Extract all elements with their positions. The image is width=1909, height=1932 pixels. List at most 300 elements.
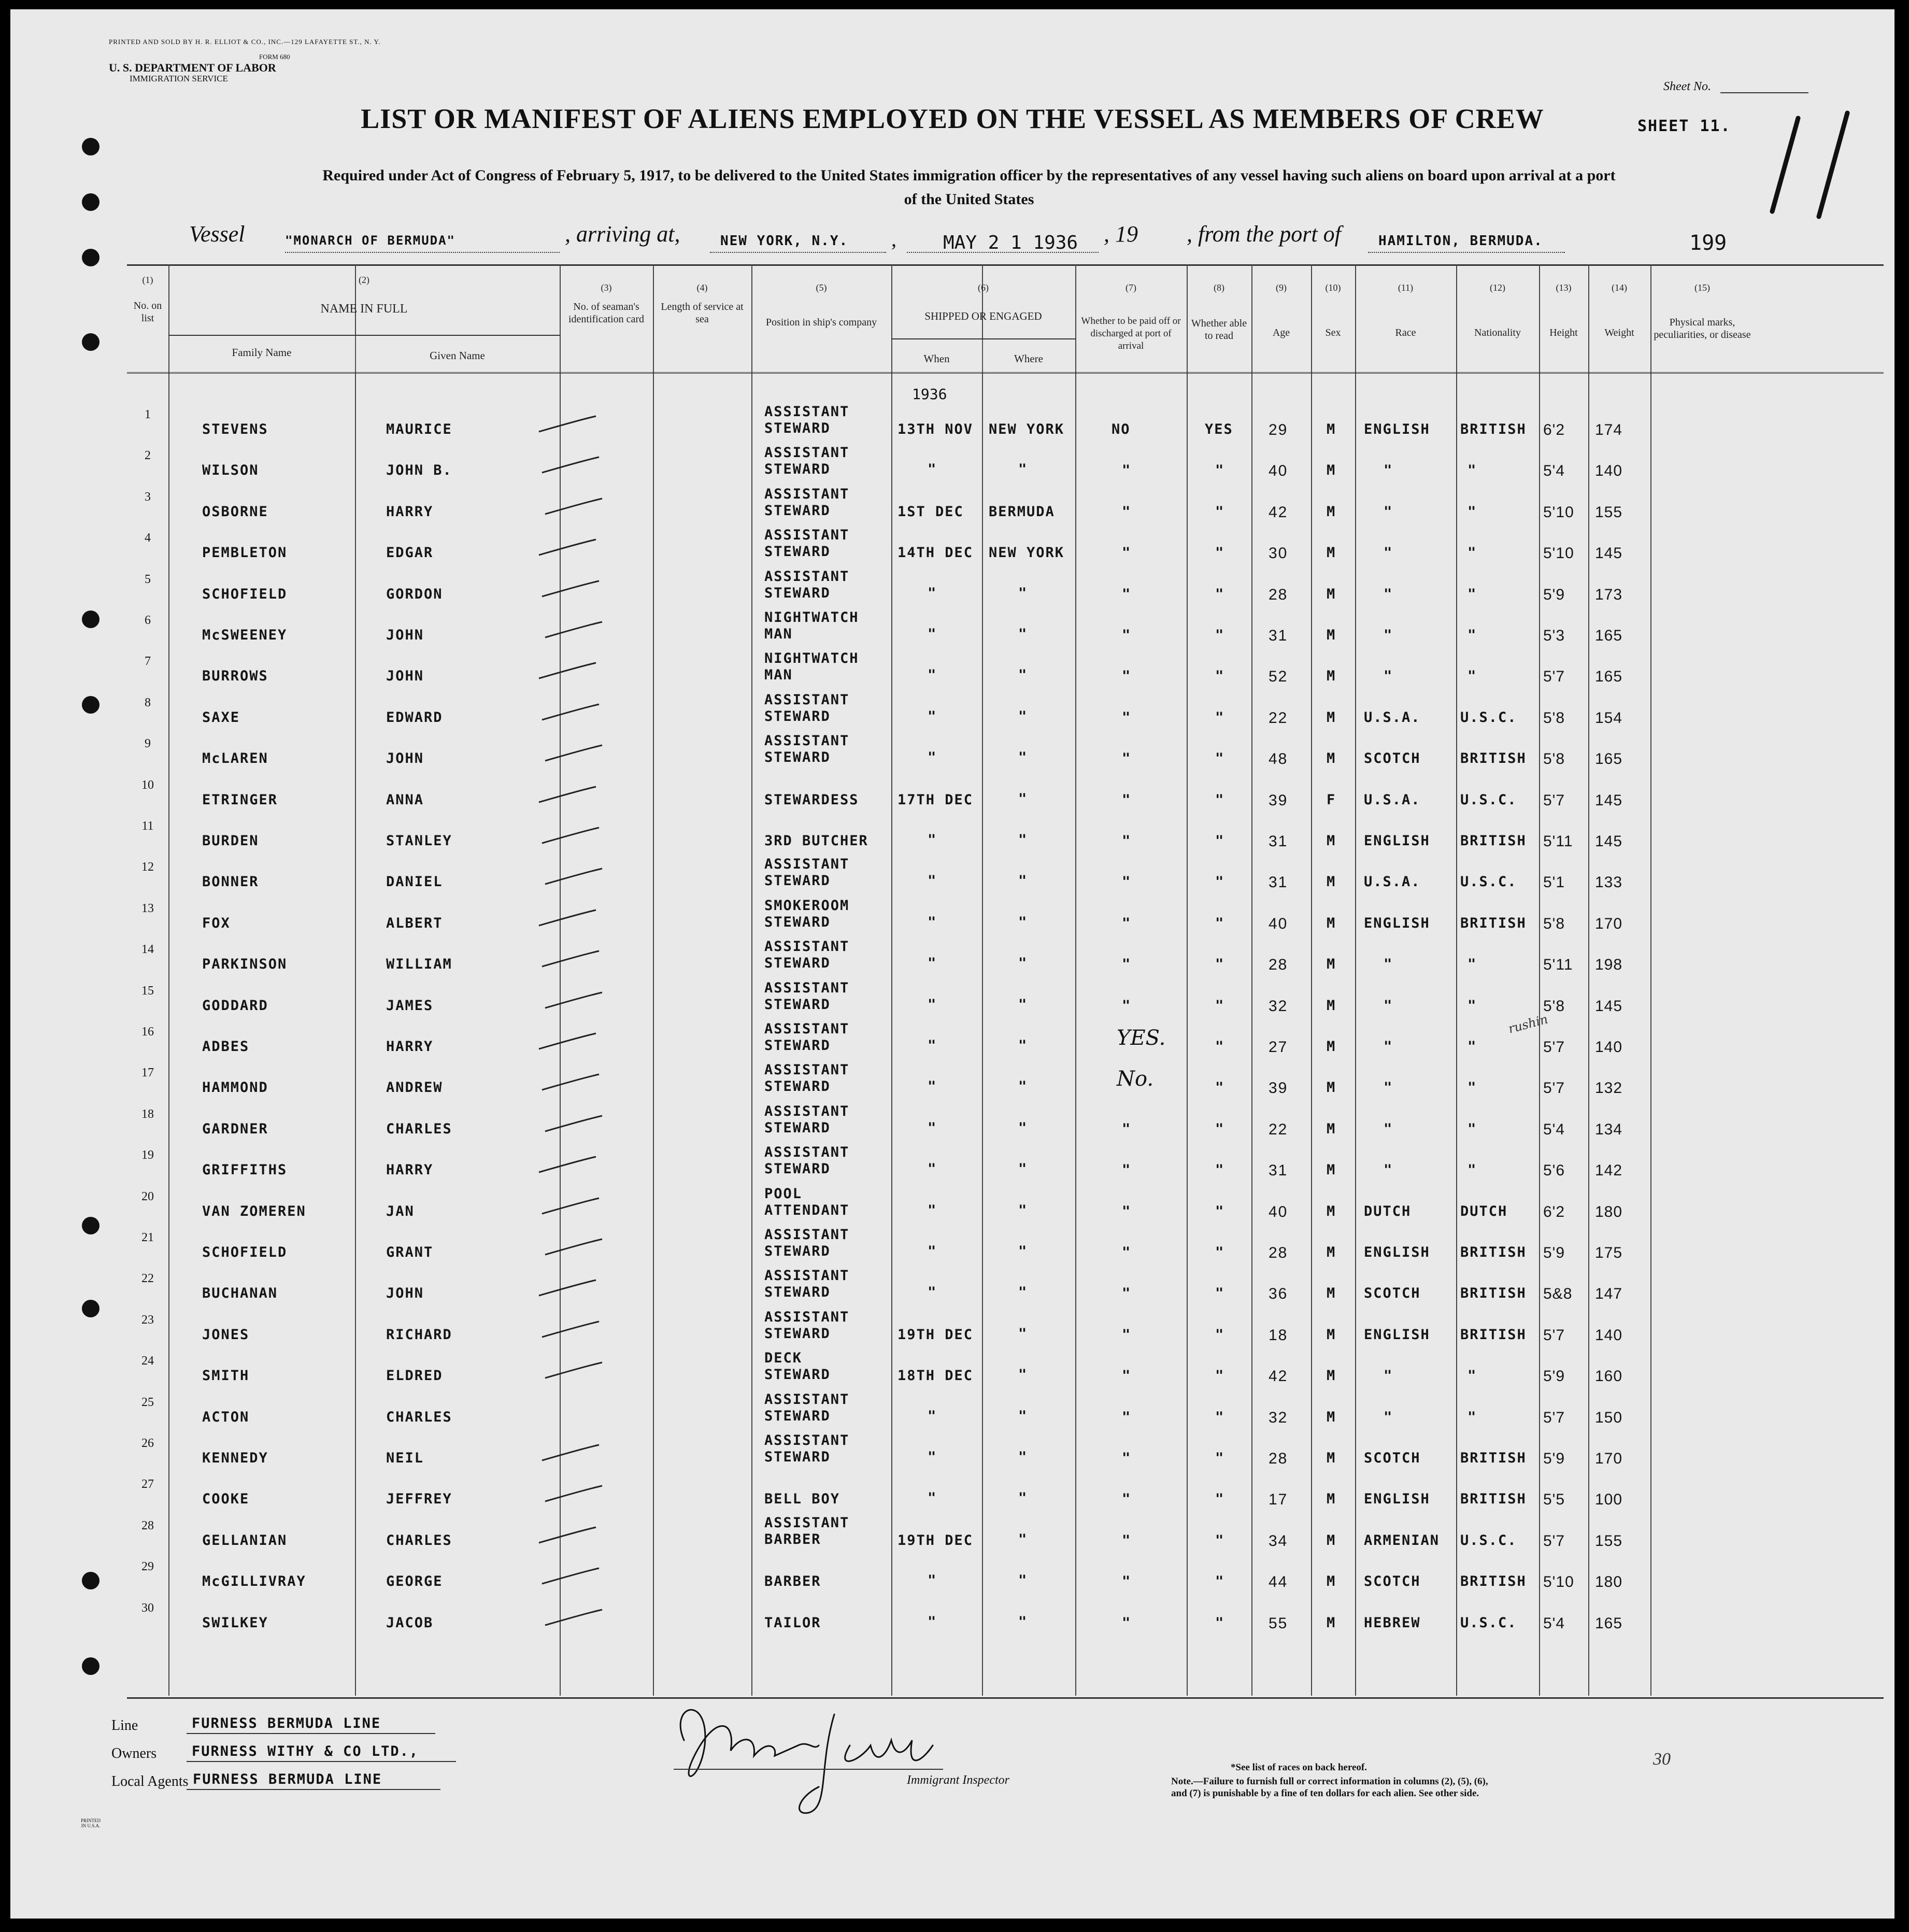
age: 18: [1269, 1327, 1288, 1344]
shipped-where: ": [1018, 1038, 1028, 1054]
printed-mark: PRINTED IN U.S.A.: [81, 1818, 101, 1828]
race: ENGLISH: [1364, 833, 1430, 849]
row-number: 13: [141, 902, 154, 915]
pencil-mark: [539, 949, 602, 970]
shipped-where: NEW YORK: [989, 545, 1065, 561]
nationality: BRITISH: [1460, 750, 1527, 766]
shipped-when: ": [928, 1120, 937, 1136]
family-name: WILSON: [202, 462, 259, 478]
column-number: (8): [1214, 282, 1224, 293]
paid-off: NO: [1112, 421, 1131, 437]
column-number: (3): [601, 282, 612, 293]
shipped-where: ": [1018, 1367, 1028, 1383]
able-to-read: ": [1215, 956, 1225, 972]
paid-off: ": [1122, 915, 1132, 931]
port-of-label: , from the port of: [1187, 221, 1341, 247]
date-underline: [907, 252, 1099, 253]
given-name: HARRY: [386, 1039, 434, 1055]
row-number: 21: [141, 1231, 154, 1244]
position-line: ASSISTANT: [764, 404, 850, 420]
height: 5'1: [1543, 874, 1565, 891]
shipped-header-rule: [891, 338, 1075, 339]
race: ": [1384, 956, 1393, 972]
given-name: ALBERT: [386, 915, 443, 931]
race: ": [1384, 1039, 1393, 1055]
shipped-when: ": [928, 461, 937, 477]
height: 5'4: [1543, 462, 1565, 479]
position-line: STEWARD: [764, 544, 831, 560]
race: ": [1384, 462, 1393, 478]
line-rule: [187, 1733, 435, 1734]
family-name: GODDARD: [202, 998, 268, 1014]
position-line: STEWARD: [764, 914, 831, 930]
vessel-underline: [285, 252, 560, 253]
age: 22: [1269, 709, 1288, 727]
shipped-when: ": [928, 626, 937, 642]
shipped-when: ": [928, 585, 937, 601]
shipped-where: ": [1018, 1408, 1028, 1424]
weight: 154: [1595, 709, 1623, 727]
shipped-when: ": [928, 1161, 937, 1177]
position-line: STEWARD: [764, 749, 831, 765]
line-value: FURNESS BERMUDA LINE: [192, 1715, 381, 1731]
pencil-mark: [543, 1484, 605, 1504]
height: 5'10: [1543, 504, 1574, 521]
age: 55: [1269, 1615, 1288, 1632]
punch-hole: [82, 138, 99, 155]
given-name: JOHN B.: [386, 462, 452, 478]
paid-off: ": [1122, 1368, 1132, 1384]
shipped-where: ": [1018, 1326, 1028, 1342]
departure-port: HAMILTON, BERMUDA.: [1378, 233, 1543, 249]
shipped-where: ": [1018, 832, 1028, 848]
paid-off: ": [1122, 709, 1132, 726]
weight: 150: [1595, 1409, 1623, 1426]
position-line: STEWARD: [764, 1408, 831, 1424]
column-number: (5): [816, 282, 827, 293]
weight: 155: [1595, 504, 1623, 521]
sex: M: [1327, 1327, 1336, 1343]
pencil-mark: [543, 1237, 605, 1258]
race: DUTCH: [1364, 1203, 1412, 1219]
paid-off: ": [1122, 462, 1132, 478]
nationality: ": [1468, 668, 1477, 684]
given-name: ANNA: [386, 792, 424, 808]
sex: M: [1327, 915, 1336, 931]
shipped-when: ": [928, 955, 937, 971]
able-to-read: ": [1215, 1450, 1225, 1466]
height: 5'3: [1543, 627, 1565, 644]
row-number: 30: [141, 1601, 154, 1615]
shipped-when: ": [928, 914, 937, 930]
family-name: STEVENS: [202, 421, 268, 437]
row-number: 6: [145, 614, 151, 627]
pencil-mark: [539, 455, 602, 476]
given-name: CHARLES: [386, 1409, 452, 1425]
column-rule: [982, 264, 983, 1696]
column-label: Nationality: [1474, 327, 1521, 338]
column-label: No. on list: [133, 300, 162, 324]
family-name: BURDEN: [202, 833, 259, 849]
owners-label: Owners: [111, 1745, 157, 1761]
paid-off: ": [1122, 833, 1132, 849]
pencil-mark: [536, 537, 599, 558]
sex: M: [1327, 504, 1336, 520]
port-underline: [1368, 252, 1565, 253]
shipped-when: ": [928, 667, 937, 683]
name-header-rule: [168, 335, 560, 336]
shipped-when: 14TH DEC: [897, 545, 974, 561]
owners-value: FURNESS WITHY & CO LTD.,: [192, 1743, 419, 1759]
position-line: ASSISTANT: [764, 486, 850, 502]
position-line: STEWARD: [764, 1120, 831, 1136]
sex: M: [1327, 874, 1336, 890]
paid-off: ": [1122, 874, 1132, 890]
row-number: 12: [141, 860, 154, 874]
family-name: McSWEENEY: [202, 627, 288, 643]
height: 5'5: [1543, 1491, 1565, 1508]
position-line: ASSISTANT: [764, 1062, 850, 1078]
weight: 145: [1595, 833, 1623, 850]
pencil-mark: [539, 579, 602, 600]
row-number: 26: [141, 1437, 154, 1450]
race: SCOTCH: [1364, 1450, 1421, 1466]
shipped-where: ": [1018, 708, 1028, 724]
nationality: ": [1468, 1079, 1477, 1096]
race: ": [1384, 998, 1393, 1014]
weight: 140: [1595, 1039, 1623, 1056]
sex: M: [1327, 1285, 1336, 1301]
row-number: 1: [145, 408, 151, 421]
family-name: ETRINGER: [202, 792, 278, 808]
row-number: 14: [141, 943, 154, 956]
position-line: ASSISTANT: [764, 1103, 850, 1119]
able-to-read: ": [1215, 627, 1225, 643]
weight: 140: [1595, 462, 1623, 479]
sex: M: [1327, 1615, 1336, 1631]
shipped-where: ": [1018, 626, 1028, 642]
position-line: ASSISTANT: [764, 856, 850, 872]
position-line: POOL: [764, 1186, 803, 1202]
shipped-where: ": [1018, 1449, 1028, 1465]
handwritten-total: 30: [1653, 1750, 1671, 1769]
shipped-when: ": [928, 1078, 937, 1095]
nationality: BRITISH: [1460, 1244, 1527, 1260]
family-name: BURROWS: [202, 668, 268, 684]
shipped-where: ": [1018, 791, 1028, 807]
height: 5'7: [1543, 1079, 1565, 1097]
age: 31: [1269, 874, 1288, 891]
race: ": [1384, 1121, 1393, 1137]
header-bottom-rule: [127, 372, 1884, 374]
race: SCOTCH: [1364, 1573, 1421, 1589]
nationality: ": [1468, 627, 1477, 643]
position-line: STEWARD: [764, 1243, 831, 1259]
height: 5'8: [1543, 915, 1565, 932]
race: ": [1384, 1409, 1393, 1425]
punch-hole: [82, 193, 99, 211]
nationality: ": [1468, 586, 1477, 602]
sex: F: [1327, 792, 1336, 808]
given-name: DANIEL: [386, 874, 443, 890]
weight: 180: [1595, 1573, 1623, 1590]
able-to-read: ": [1215, 545, 1225, 561]
weight: 198: [1595, 956, 1623, 973]
nationality: U.S.C.: [1460, 1615, 1517, 1631]
position-line: ASSISTANT: [764, 1227, 850, 1243]
position-line: ASSISTANT: [764, 980, 850, 996]
nationality: ": [1468, 1039, 1477, 1055]
shipped-when: 17TH DEC: [897, 792, 974, 808]
position-line: ASSISTANT: [764, 1144, 850, 1160]
punch-hole: [82, 1300, 99, 1317]
given-name: JOHN: [386, 750, 424, 766]
sex: M: [1327, 1121, 1336, 1137]
shipped-where: ": [1018, 1490, 1028, 1506]
position-line: NIGHTWATCH: [764, 650, 859, 666]
paid-off: ": [1122, 956, 1132, 972]
race: ENGLISH: [1364, 1327, 1430, 1343]
row-number: 11: [141, 819, 154, 833]
able-to-read: ": [1215, 1368, 1225, 1384]
row-number: 7: [145, 655, 151, 668]
weight: 180: [1595, 1203, 1623, 1220]
shipped-when: ": [928, 997, 937, 1013]
age: 22: [1269, 1121, 1288, 1138]
pencil-mark: [543, 990, 605, 1011]
family-name: SMITH: [202, 1368, 250, 1384]
shipped-when: ": [928, 832, 937, 848]
position-line: STEWARD: [764, 997, 831, 1013]
inspector-label: Immigrant Inspector: [907, 1773, 1009, 1787]
sex: M: [1327, 1573, 1336, 1589]
nationality: ": [1468, 462, 1477, 478]
column-label: Position in ship's company: [765, 317, 877, 328]
family-name: McGILLIVRAY: [202, 1573, 306, 1589]
pencil-mark: [539, 1072, 602, 1093]
row-number: 20: [141, 1190, 154, 1203]
family-name: FOX: [202, 915, 231, 931]
comma-sep: ,: [891, 228, 896, 251]
paid-off: ": [1122, 1573, 1132, 1589]
nationality: BRITISH: [1460, 833, 1527, 849]
weight: 165: [1595, 627, 1623, 644]
row-number: 4: [145, 531, 151, 545]
nationality: BRITISH: [1460, 1285, 1527, 1301]
paid-off: ": [1122, 504, 1132, 520]
position-line: ASSISTANT: [764, 733, 850, 749]
row-number: 25: [141, 1396, 154, 1409]
column-rule: [1456, 264, 1457, 1696]
column-number: (9): [1276, 282, 1287, 293]
age: 31: [1269, 833, 1288, 850]
sex: M: [1327, 709, 1336, 726]
able-to-read: ": [1215, 792, 1225, 808]
pencil-mark: [539, 826, 602, 846]
races-note: *See list of races on back hereof.: [1231, 1762, 1367, 1773]
shipped-when: ": [928, 1038, 937, 1054]
shipped-when: ": [928, 1490, 937, 1506]
able-to-read: ": [1215, 1491, 1225, 1507]
column-number: (2): [359, 275, 369, 285]
pencil-mark: [536, 908, 599, 929]
able-to-read: ": [1215, 1327, 1225, 1343]
paid-off: ": [1122, 1121, 1132, 1137]
nationality: BRITISH: [1460, 1450, 1527, 1466]
position-line: STEWARD: [764, 1284, 831, 1300]
given-name: HARRY: [386, 504, 434, 520]
family-name: BUCHANAN: [202, 1285, 278, 1301]
column-number: (7): [1126, 282, 1136, 293]
age: 28: [1269, 956, 1288, 973]
age: 31: [1269, 1162, 1288, 1179]
weight: 140: [1595, 1327, 1623, 1344]
family-name: VAN ZOMEREN: [202, 1203, 306, 1219]
able-to-read: ": [1215, 1573, 1225, 1589]
race: ENGLISH: [1364, 1491, 1430, 1507]
age: 40: [1269, 1203, 1288, 1220]
able-to-read: ": [1215, 1162, 1225, 1178]
position-line: ASSISTANT: [764, 1309, 850, 1325]
shipped-where: ": [1018, 1161, 1028, 1177]
paid-off: ": [1122, 750, 1132, 766]
able-to-read: ": [1215, 915, 1225, 931]
weight: 175: [1595, 1244, 1623, 1261]
height: 5'8: [1543, 709, 1565, 727]
vessel-name: "MONARCH OF BERMUDA": [285, 233, 455, 248]
paid-off: ": [1122, 668, 1132, 684]
given-name: CHARLES: [386, 1532, 452, 1549]
height: 5'7: [1543, 1532, 1565, 1550]
pencil-mark: [543, 1608, 605, 1628]
pencil-mark: [539, 1443, 602, 1464]
pencil-mark: [536, 414, 599, 435]
row-number: 18: [141, 1107, 154, 1121]
race: ENGLISH: [1364, 915, 1430, 931]
nationality: U.S.C.: [1460, 709, 1517, 726]
height: 5'7: [1543, 792, 1565, 809]
agents-label: Local Agents: [111, 1773, 189, 1789]
weight: 170: [1595, 915, 1623, 932]
height: 5'11: [1543, 956, 1573, 973]
column-rule: [1355, 264, 1356, 1696]
form-number: FORM 680: [259, 53, 290, 61]
shipped-where: ": [1018, 1531, 1028, 1547]
shipped-where: BERMUDA: [989, 504, 1055, 520]
position-line: STEWARD: [764, 461, 831, 477]
age: 28: [1269, 1244, 1288, 1261]
sex: M: [1327, 1203, 1336, 1219]
column-number: (10): [1325, 282, 1341, 293]
age: 52: [1269, 668, 1288, 685]
height: 5'10: [1543, 545, 1574, 562]
given-name: EDWARD: [386, 709, 443, 726]
able-to-read: ": [1215, 586, 1225, 602]
arriving-label: , arriving at,: [565, 221, 680, 247]
weight: 165: [1595, 750, 1623, 768]
age: 39: [1269, 792, 1288, 809]
shipped-where: ": [1018, 914, 1028, 930]
sex: M: [1327, 1039, 1336, 1055]
position-line: ATTENDANT: [764, 1202, 850, 1218]
position-line: DECK: [764, 1350, 803, 1366]
position-line: ASSISTANT: [764, 1268, 850, 1284]
subheader-family: Family Name: [232, 346, 292, 359]
given-name: ELDRED: [386, 1368, 443, 1384]
height: 5'8: [1543, 998, 1565, 1015]
nationality: ": [1468, 504, 1477, 520]
family-name: GARDNER: [202, 1121, 268, 1137]
race: ": [1384, 586, 1393, 602]
shipped-when: ": [928, 1449, 937, 1465]
able-to-read: ": [1215, 998, 1225, 1014]
shipped-when: ": [928, 1408, 937, 1424]
column-rule: [653, 264, 654, 1696]
shipped-when: 1ST DEC: [897, 504, 964, 520]
position-line: ASSISTANT: [764, 527, 850, 543]
year-note: 1936: [912, 386, 947, 403]
family-name: GELLANIAN: [202, 1532, 288, 1549]
position-line: STEWARD: [764, 1326, 831, 1342]
family-name: KENNEDY: [202, 1450, 268, 1466]
weight: 145: [1595, 792, 1623, 809]
position-line: ASSISTANT: [764, 445, 850, 461]
weight: 145: [1595, 998, 1623, 1015]
sex: M: [1327, 1450, 1336, 1466]
column-number: (6): [978, 282, 989, 293]
race: ENGLISH: [1364, 421, 1430, 437]
sex: M: [1327, 998, 1336, 1014]
stamp-number: 199: [1689, 231, 1727, 255]
sex: M: [1327, 1079, 1336, 1096]
position-line: ASSISTANT: [764, 692, 850, 708]
position-line: STEWARD: [764, 420, 831, 436]
column-rule: [168, 264, 169, 1696]
column-label: Physical marks, peculiarities, or disease: [1654, 317, 1751, 340]
given-name: RICHARD: [386, 1327, 452, 1343]
sex: M: [1327, 421, 1336, 437]
punch-hole: [82, 249, 99, 266]
race: ": [1384, 545, 1393, 561]
row-number: 15: [141, 984, 154, 998]
position-line: STEWARD: [764, 1449, 831, 1465]
position-line: STEWARD: [764, 1161, 831, 1177]
column-label: Height: [1549, 327, 1578, 338]
paid-off: ": [1122, 1409, 1132, 1425]
shipped-where: ": [1018, 1614, 1028, 1630]
race: HEBREW: [1364, 1615, 1421, 1631]
row-number: 2: [145, 449, 151, 462]
able-to-read: ": [1215, 462, 1225, 478]
shipped-where: ": [1018, 1078, 1028, 1095]
subheader-when: When: [923, 352, 950, 365]
sex: M: [1327, 833, 1336, 849]
penalty-note: Note.—Failure to furnish full or correct information in columns (2), (5), (6), and (7) is punishable by a fine of ten dollars for each alien. See other side.: [1171, 1776, 1488, 1799]
race: ": [1384, 668, 1393, 684]
family-name: PARKINSON: [202, 956, 288, 972]
column-label: Length of service at sea: [661, 301, 744, 325]
arrival-port: NEW YORK, N.Y.: [720, 233, 849, 249]
able-to-read: YES: [1205, 421, 1233, 437]
nationality: BRITISH: [1460, 421, 1527, 437]
height: 5'11: [1543, 833, 1573, 850]
sex: M: [1327, 1368, 1336, 1384]
nationality: BRITISH: [1460, 1573, 1527, 1589]
row-number: 8: [145, 696, 151, 709]
paid-off: ": [1122, 1203, 1132, 1219]
arrival-date: MAY 2 1 1936: [943, 232, 1078, 253]
given-name: WILLIAM: [386, 956, 452, 972]
